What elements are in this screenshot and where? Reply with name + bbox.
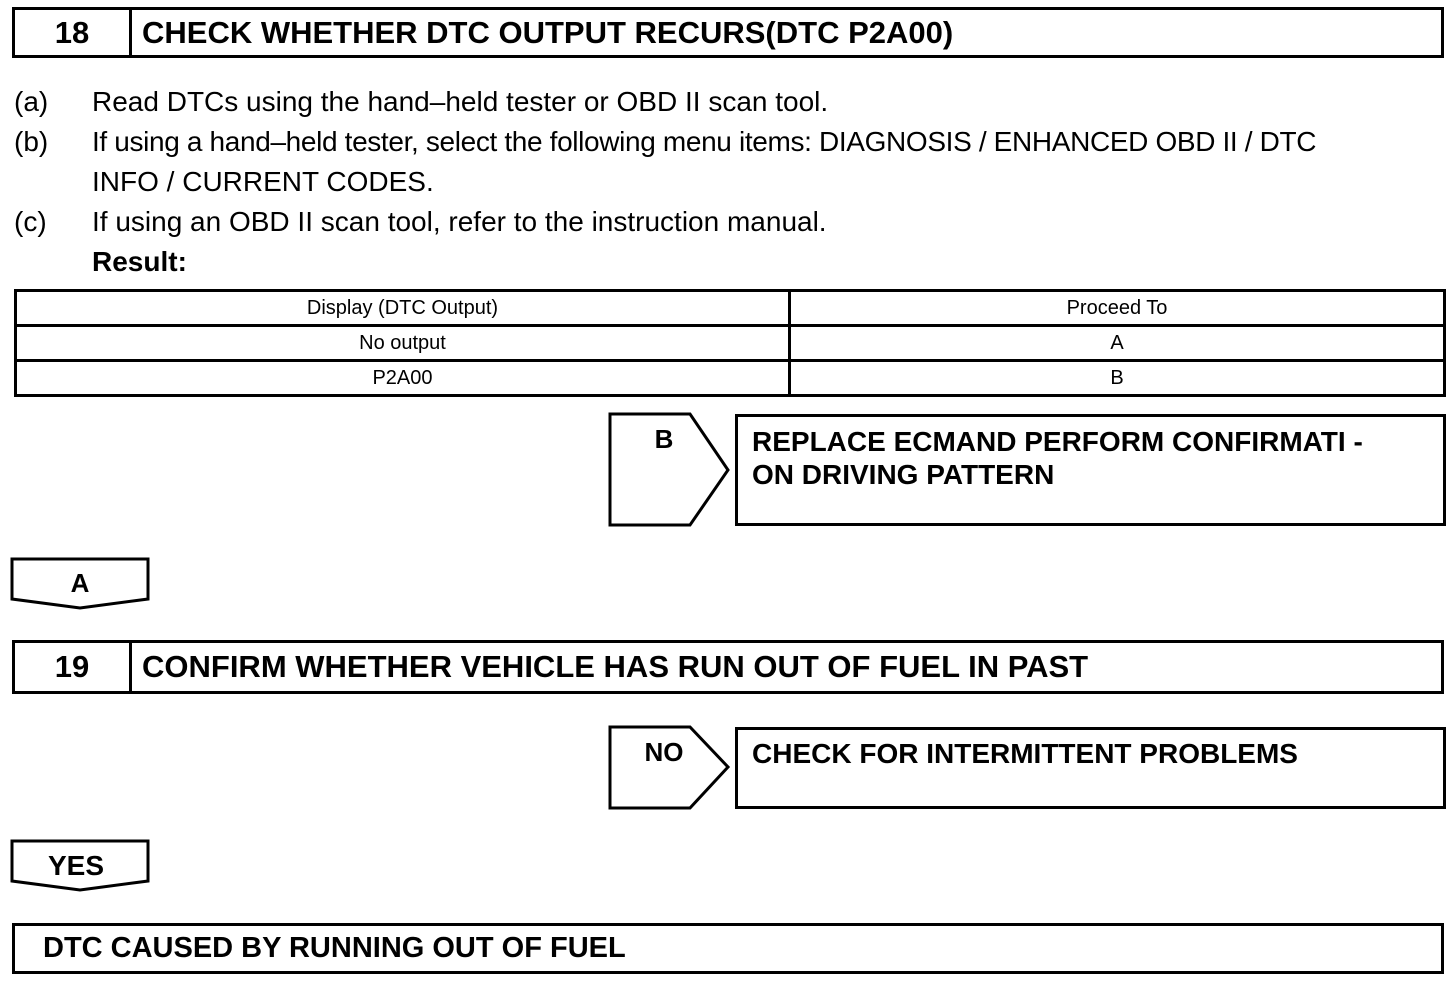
table-row [16, 326, 1445, 361]
result-label: Result: [92, 246, 187, 277]
instruction-b [0, 122, 1456, 202]
step-18-header [12, 7, 1444, 58]
step-19-number: 19 [15, 643, 132, 691]
instruction-text: If using a hand–held tester, select the following menu items: DIAGNOSIS / ENHANCED OBD II / DTC [92, 126, 1317, 157]
branch-tag: NO [644, 737, 684, 767]
table-header-cell: Proceed To [790, 291, 1445, 326]
branch-no-line: CHECK FOR INTERMITTENT PROBLEMS [752, 738, 1298, 769]
final-result-text: DTC CAUSED BY RUNNING OUT OF FUEL [43, 932, 626, 964]
step-18-title: CHECK WHETHER DTC OUTPUT RECURS(DTC P2A00) [142, 14, 954, 50]
instruction-text: Read DTCs using the hand–held tester or OBD II scan tool. [92, 86, 829, 117]
continue-tag-label: YES [47, 850, 105, 881]
branch-no-arrow [608, 725, 734, 811]
step-18-number: 18 [15, 10, 132, 55]
table-cell: P2A00 [16, 361, 790, 396]
table-cell: No output [16, 326, 790, 361]
instruction-a [0, 82, 1456, 122]
branch-b-line: ON DRIVING PATTERN [752, 459, 1055, 490]
step-19-title: CONFIRM WHETHER VEHICLE HAS RUN OUT OF FUEL IN PAST [142, 649, 1089, 684]
table-row [16, 361, 1445, 396]
result-table [14, 289, 1446, 397]
continue-yes-tag [10, 839, 152, 893]
continue-a-tag [10, 557, 152, 611]
branch-no-result-box [735, 727, 1446, 809]
step-19-header [12, 640, 1444, 694]
branch-b-line: REPLACE ECMAND PERFORM CONFIRMATI - [752, 426, 1363, 457]
branch-b-result-box [735, 414, 1446, 526]
table-header-cell: Display (DTC Output) [16, 291, 790, 326]
final-result-box [12, 923, 1444, 974]
branch-tag: B [654, 424, 674, 454]
instruction-c [0, 202, 1456, 242]
instruction-label: (b) [14, 126, 49, 157]
instruction-text: If using an OBD II scan tool, refer to the instruction manual. [92, 206, 827, 237]
instruction-text-continued: INFO / CURRENT CODES. [92, 166, 434, 197]
branch-b-arrow [608, 412, 734, 528]
continue-tag-label: A [70, 568, 90, 598]
instruction-label: (c) [14, 206, 47, 237]
table-cell: A [790, 326, 1445, 361]
table-header-row [16, 291, 1445, 326]
instruction-label: (a) [14, 86, 49, 117]
table-cell: B [790, 361, 1445, 396]
